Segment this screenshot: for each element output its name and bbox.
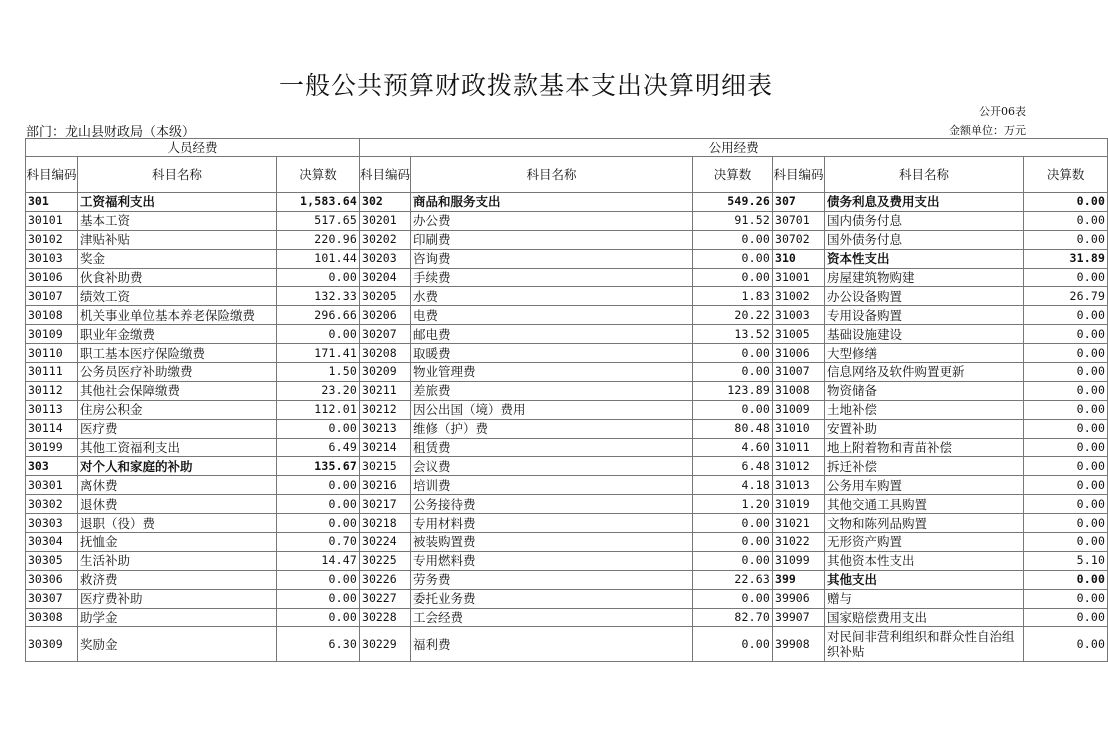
item-amount: 13.52: [693, 325, 773, 344]
item-code: 30209: [360, 363, 411, 382]
item-amount: 0.00: [693, 627, 773, 662]
item-name: 公务员医疗补助缴费: [78, 363, 277, 382]
item-code: 31002: [773, 287, 825, 306]
item-name: 其他资本性支出: [825, 551, 1024, 570]
item-amount: 0.00: [1024, 438, 1108, 457]
item-name: 租赁费: [411, 438, 693, 457]
item-name: 救济费: [78, 570, 277, 589]
item-amount: 0.00: [277, 495, 360, 514]
item-amount: 0.00: [1024, 193, 1108, 212]
item-name: 退职（役）费: [78, 514, 277, 533]
item-code: 30702: [773, 230, 825, 249]
column-header-row: [26, 157, 1108, 193]
table-row: [26, 438, 1108, 457]
table-row: [26, 306, 1108, 325]
item-amount: 6.30: [277, 627, 360, 662]
item-amount: 0.00: [1024, 325, 1108, 344]
item-name: 房屋建筑物购建: [825, 268, 1024, 287]
item-amount: 23.20: [277, 381, 360, 400]
table-row: [26, 419, 1108, 438]
item-amount: 82.70: [693, 608, 773, 627]
item-name: 劳务费: [411, 570, 693, 589]
expenditure-table: [25, 138, 1108, 662]
item-amount: 0.00: [693, 230, 773, 249]
item-code: 31012: [773, 457, 825, 476]
item-amount: 112.01: [277, 400, 360, 419]
item-name: 助学金: [78, 608, 277, 627]
item-amount: 4.18: [693, 476, 773, 495]
item-code: 310: [773, 249, 825, 268]
item-code: 30307: [26, 589, 78, 608]
item-name: 对个人和家庭的补助: [78, 457, 277, 476]
item-amount: 220.96: [277, 230, 360, 249]
item-code: 30216: [360, 476, 411, 495]
item-amount: 101.44: [277, 249, 360, 268]
item-amount: 0.00: [277, 570, 360, 589]
item-name: 国家赔偿费用支出: [825, 608, 1024, 627]
item-name: 职业年金缴费: [78, 325, 277, 344]
item-name: 抚恤金: [78, 533, 277, 552]
header-code: 科目编码: [360, 157, 411, 193]
item-name: 住房公积金: [78, 400, 277, 419]
item-amount: 91.52: [693, 211, 773, 230]
item-name: 无形资产购置: [825, 533, 1024, 552]
item-name: 办公费: [411, 211, 693, 230]
item-name: 国外债务付息: [825, 230, 1024, 249]
item-name: 专用设备购置: [825, 306, 1024, 325]
item-amount: 0.00: [693, 268, 773, 287]
item-code: 30308: [26, 608, 78, 627]
item-code: 30113: [26, 400, 78, 419]
form-number: 公开06表: [979, 105, 1026, 118]
table-row: [26, 570, 1108, 589]
item-name: 委托业务费: [411, 589, 693, 608]
item-name: 邮电费: [411, 325, 693, 344]
item-amount: 0.00: [1024, 476, 1108, 495]
item-code: 30227: [360, 589, 411, 608]
item-code: 31009: [773, 400, 825, 419]
item-name: 物业管理费: [411, 363, 693, 382]
table-row: [26, 533, 1108, 552]
item-amount: 123.89: [693, 381, 773, 400]
item-name: 手续费: [411, 268, 693, 287]
item-code: 30112: [26, 381, 78, 400]
item-code: 30306: [26, 570, 78, 589]
header-amount: 决算数: [277, 157, 360, 193]
table-row: [26, 363, 1108, 382]
item-code: 30199: [26, 438, 78, 457]
item-name: 被装购置费: [411, 533, 693, 552]
item-name: 工会经费: [411, 608, 693, 627]
item-code: 31022: [773, 533, 825, 552]
header-code: 科目编码: [773, 157, 825, 193]
item-name: 大型修缮: [825, 344, 1024, 363]
item-name: 取暖费: [411, 344, 693, 363]
item-name: 其他社会保障缴费: [78, 381, 277, 400]
item-amount: 0.00: [1024, 230, 1108, 249]
item-code: 30207: [360, 325, 411, 344]
item-name: 基本工资: [78, 211, 277, 230]
table-row: [26, 627, 1108, 662]
item-name: 咨询费: [411, 249, 693, 268]
item-code: 30206: [360, 306, 411, 325]
item-code: 399: [773, 570, 825, 589]
item-code: 30304: [26, 533, 78, 552]
item-amount: 135.67: [277, 457, 360, 476]
item-code: 30107: [26, 287, 78, 306]
item-name: 国内债务付息: [825, 211, 1024, 230]
item-amount: 0.00: [277, 589, 360, 608]
item-code: 30208: [360, 344, 411, 363]
item-code: 30211: [360, 381, 411, 400]
item-code: 30302: [26, 495, 78, 514]
table-row: [26, 495, 1108, 514]
item-code: 30228: [360, 608, 411, 627]
item-amount: 0.00: [693, 589, 773, 608]
item-name: 专用材料费: [411, 514, 693, 533]
header-code: 科目编码: [26, 157, 78, 193]
item-code: 30217: [360, 495, 411, 514]
item-name: 工资福利支出: [78, 193, 277, 212]
item-amount: 0.00: [1024, 608, 1108, 627]
item-name: 机关事业单位基本养老保险缴费: [78, 306, 277, 325]
item-code: 30111: [26, 363, 78, 382]
item-name: 因公出国（境）费用: [411, 400, 693, 419]
header-amount: 决算数: [1024, 157, 1108, 193]
item-code: 30201: [360, 211, 411, 230]
item-code: 30114: [26, 419, 78, 438]
item-name: 印刷费: [411, 230, 693, 249]
item-name: 基础设施建设: [825, 325, 1024, 344]
item-amount: 0.00: [1024, 419, 1108, 438]
item-name: 债务利息及费用支出: [825, 193, 1024, 212]
item-amount: 0.00: [1024, 533, 1108, 552]
item-code: 30225: [360, 551, 411, 570]
item-code: 39906: [773, 589, 825, 608]
item-code: 303: [26, 457, 78, 476]
item-code: 31006: [773, 344, 825, 363]
item-code: 30305: [26, 551, 78, 570]
item-code: 30309: [26, 627, 78, 662]
table-row: [26, 344, 1108, 363]
item-name: 商品和服务支出: [411, 193, 693, 212]
item-code: 30301: [26, 476, 78, 495]
item-code: 30202: [360, 230, 411, 249]
item-amount: 0.00: [693, 551, 773, 570]
item-amount: 0.70: [277, 533, 360, 552]
item-name: 绩效工资: [78, 287, 277, 306]
item-amount: 0.00: [693, 344, 773, 363]
amount-unit-label: 金额单位：万元: [949, 124, 1026, 137]
item-code: 30109: [26, 325, 78, 344]
item-amount: 0.00: [1024, 400, 1108, 419]
item-name: 土地补偿: [825, 400, 1024, 419]
item-amount: 0.00: [277, 419, 360, 438]
item-amount: 0.00: [693, 533, 773, 552]
item-code: 30229: [360, 627, 411, 662]
item-code: 30303: [26, 514, 78, 533]
item-amount: 5.10: [1024, 551, 1108, 570]
item-amount: 0.00: [277, 325, 360, 344]
item-code: 30213: [360, 419, 411, 438]
department-label: 部门：龙山县财政局（本级）: [26, 125, 196, 140]
item-code: 301: [26, 193, 78, 212]
table-row: [26, 230, 1108, 249]
table-row: [26, 608, 1108, 627]
item-amount: 171.41: [277, 344, 360, 363]
header-amount: 决算数: [693, 157, 773, 193]
item-amount: 20.22: [693, 306, 773, 325]
item-amount: 4.60: [693, 438, 773, 457]
table-row: [26, 211, 1108, 230]
item-name: 信息网络及软件购置更新: [825, 363, 1024, 382]
item-code: 30110: [26, 344, 78, 363]
table-row: [26, 476, 1108, 495]
item-name: 地上附着物和青苗补偿: [825, 438, 1024, 457]
item-amount: 0.00: [1024, 514, 1108, 533]
item-amount: 22.63: [693, 570, 773, 589]
item-amount: 0.00: [1024, 306, 1108, 325]
item-name: 公务接待费: [411, 495, 693, 514]
header-name: 科目名称: [78, 157, 277, 193]
item-name: 退休费: [78, 495, 277, 514]
table-row: [26, 287, 1108, 306]
item-name: 福利费: [411, 627, 693, 662]
item-code: 31019: [773, 495, 825, 514]
item-code: 31010: [773, 419, 825, 438]
item-name: 水费: [411, 287, 693, 306]
item-amount: 0.00: [1024, 344, 1108, 363]
item-amount: 0.00: [1024, 589, 1108, 608]
item-amount: 26.79: [1024, 287, 1108, 306]
item-name: 安置补助: [825, 419, 1024, 438]
item-amount: 0.00: [277, 514, 360, 533]
item-amount: 0.00: [1024, 268, 1108, 287]
item-name: 对民间非营利组织和群众性自治组织补贴: [825, 627, 1024, 662]
item-code: 31005: [773, 325, 825, 344]
item-name: 文物和陈列品购置: [825, 514, 1024, 533]
item-name: 赠与: [825, 589, 1024, 608]
table-row: [26, 268, 1108, 287]
table-row: [26, 381, 1108, 400]
item-name: 奖励金: [78, 627, 277, 662]
item-name: 生活补助: [78, 551, 277, 570]
item-code: 30101: [26, 211, 78, 230]
item-name: 津贴补贴: [78, 230, 277, 249]
item-amount: 14.47: [277, 551, 360, 570]
section-public: 公用经费: [360, 139, 1108, 157]
header-name: 科目名称: [825, 157, 1024, 193]
item-name: 物资储备: [825, 381, 1024, 400]
item-amount: 1.50: [277, 363, 360, 382]
item-code: 30215: [360, 457, 411, 476]
table-row: [26, 514, 1108, 533]
item-code: 31099: [773, 551, 825, 570]
table-row: [26, 325, 1108, 344]
item-amount: 296.66: [277, 306, 360, 325]
item-name: 办公设备购置: [825, 287, 1024, 306]
item-code: 30204: [360, 268, 411, 287]
item-name: 资本性支出: [825, 249, 1024, 268]
item-amount: 80.48: [693, 419, 773, 438]
item-name: 拆迁补偿: [825, 457, 1024, 476]
table-row: [26, 457, 1108, 476]
item-code: 30701: [773, 211, 825, 230]
item-name: 差旅费: [411, 381, 693, 400]
table-row: [26, 193, 1108, 212]
item-code: 31008: [773, 381, 825, 400]
item-code: 31001: [773, 268, 825, 287]
item-name: 医疗费补助: [78, 589, 277, 608]
item-code: 31003: [773, 306, 825, 325]
item-name: 公务用车购置: [825, 476, 1024, 495]
item-code: 31007: [773, 363, 825, 382]
item-code: 30205: [360, 287, 411, 306]
item-name: 伙食补助费: [78, 268, 277, 287]
item-amount: 0.00: [1024, 570, 1108, 589]
item-amount: 0.00: [1024, 627, 1108, 662]
item-amount: 1.20: [693, 495, 773, 514]
item-code: 30214: [360, 438, 411, 457]
item-amount: 0.00: [693, 514, 773, 533]
item-amount: 6.49: [277, 438, 360, 457]
item-amount: 549.26: [693, 193, 773, 212]
item-amount: 0.00: [277, 476, 360, 495]
item-name: 医疗费: [78, 419, 277, 438]
item-amount: 0.00: [693, 363, 773, 382]
item-code: 30212: [360, 400, 411, 419]
header-name: 科目名称: [411, 157, 693, 193]
item-amount: 1.83: [693, 287, 773, 306]
item-code: 30203: [360, 249, 411, 268]
item-name: 其他交通工具购置: [825, 495, 1024, 514]
item-code: 302: [360, 193, 411, 212]
item-name: 其他工资福利支出: [78, 438, 277, 457]
section-personnel: 人员经费: [26, 139, 360, 157]
item-code: 39907: [773, 608, 825, 627]
item-amount: 0.00: [277, 268, 360, 287]
item-name: 维修（护）费: [411, 419, 693, 438]
item-code: 31013: [773, 476, 825, 495]
table-row: [26, 589, 1108, 608]
item-amount: 132.33: [277, 287, 360, 306]
item-code: 30103: [26, 249, 78, 268]
item-amount: 31.89: [1024, 249, 1108, 268]
item-code: 30108: [26, 306, 78, 325]
item-amount: 0.00: [1024, 495, 1108, 514]
item-amount: 1,583.64: [277, 193, 360, 212]
item-code: 307: [773, 193, 825, 212]
item-amount: 0.00: [1024, 363, 1108, 382]
table-row: [26, 551, 1108, 570]
item-name: 离休费: [78, 476, 277, 495]
item-name: 其他支出: [825, 570, 1024, 589]
table-row: [26, 400, 1108, 419]
report-title: 一般公共预算财政拨款基本支出决算明细表: [278, 71, 773, 100]
table-row: [26, 249, 1108, 268]
item-name: 专用燃料费: [411, 551, 693, 570]
item-name: 会议费: [411, 457, 693, 476]
item-name: 职工基本医疗保险缴费: [78, 344, 277, 363]
item-name: 电费: [411, 306, 693, 325]
item-amount: 6.48: [693, 457, 773, 476]
item-amount: 0.00: [1024, 381, 1108, 400]
item-code: 31011: [773, 438, 825, 457]
item-name: 培训费: [411, 476, 693, 495]
item-amount: 0.00: [1024, 211, 1108, 230]
item-amount: 0.00: [693, 249, 773, 268]
item-code: 30102: [26, 230, 78, 249]
item-code: 30218: [360, 514, 411, 533]
item-amount: 0.00: [1024, 457, 1108, 476]
item-code: 30106: [26, 268, 78, 287]
item-name: 奖金: [78, 249, 277, 268]
item-amount: 517.65: [277, 211, 360, 230]
item-code: 31021: [773, 514, 825, 533]
item-code: 30226: [360, 570, 411, 589]
item-code: 30224: [360, 533, 411, 552]
item-amount: 0.00: [277, 608, 360, 627]
item-amount: 0.00: [693, 400, 773, 419]
section-header-row: [26, 139, 1108, 157]
item-code: 39908: [773, 627, 825, 662]
